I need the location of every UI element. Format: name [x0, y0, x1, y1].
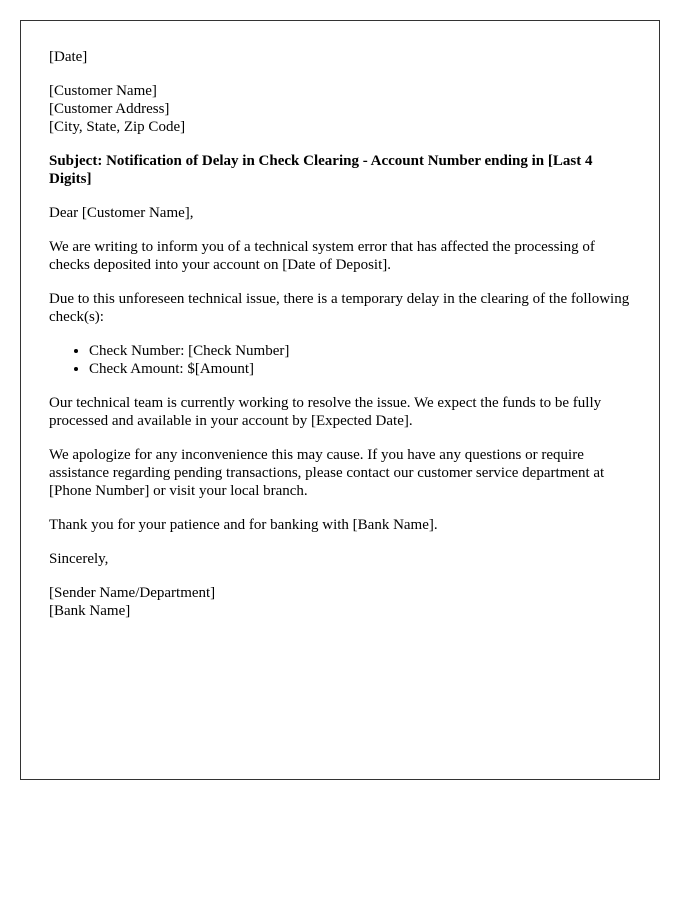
recipient-city-state-zip: [City, State, Zip Code]: [49, 119, 186, 135]
recipient-address: [Customer Address]: [49, 101, 170, 117]
check-list: [49, 342, 631, 378]
check-amount-item: • Check Amount: $[Amount]: [89, 360, 631, 378]
salutation: Dear [Customer Name],: [49, 205, 194, 221]
paragraph-intro: We are writing to inform you of a technical system error that has affected the processing of checks deposited into your account on [Date of Deposit].: [49, 239, 595, 273]
sender-name: [Sender Name/Department]: [49, 585, 216, 601]
paragraph-apology: We apologize for any inconvenience this may cause. If you have any questions or require assistance regarding pending transactions, please contact our customer service department at [Phone Number] or visit your local branch.: [49, 447, 605, 499]
check-number-item: • Check Number: [Check Number]: [89, 342, 631, 360]
subject-line: Subject: Notification of Delay in Check Clearing - Account Number ending in [Last 4 Digits]: [49, 153, 593, 187]
letter-page: [20, 20, 660, 780]
paragraph-delay: Due to this unforeseen technical issue, there is a temporary delay in the clearing of the following check(s):: [49, 291, 630, 325]
closing: Sincerely,: [49, 551, 109, 567]
bank-name: [Bank Name]: [49, 603, 131, 619]
recipient-address-block: [49, 82, 631, 136]
signature-block: [49, 584, 631, 620]
paragraph-resolution: Our technical team is currently working to resolve the issue. We expect the funds to be fully processed and available in your account by [Expected Date].: [49, 395, 602, 429]
paragraph-thanks: Thank you for your patience and for banking with [Bank Name].: [49, 517, 438, 533]
recipient-name: [Customer Name]: [49, 83, 157, 99]
date-line: [Date]: [49, 49, 88, 65]
